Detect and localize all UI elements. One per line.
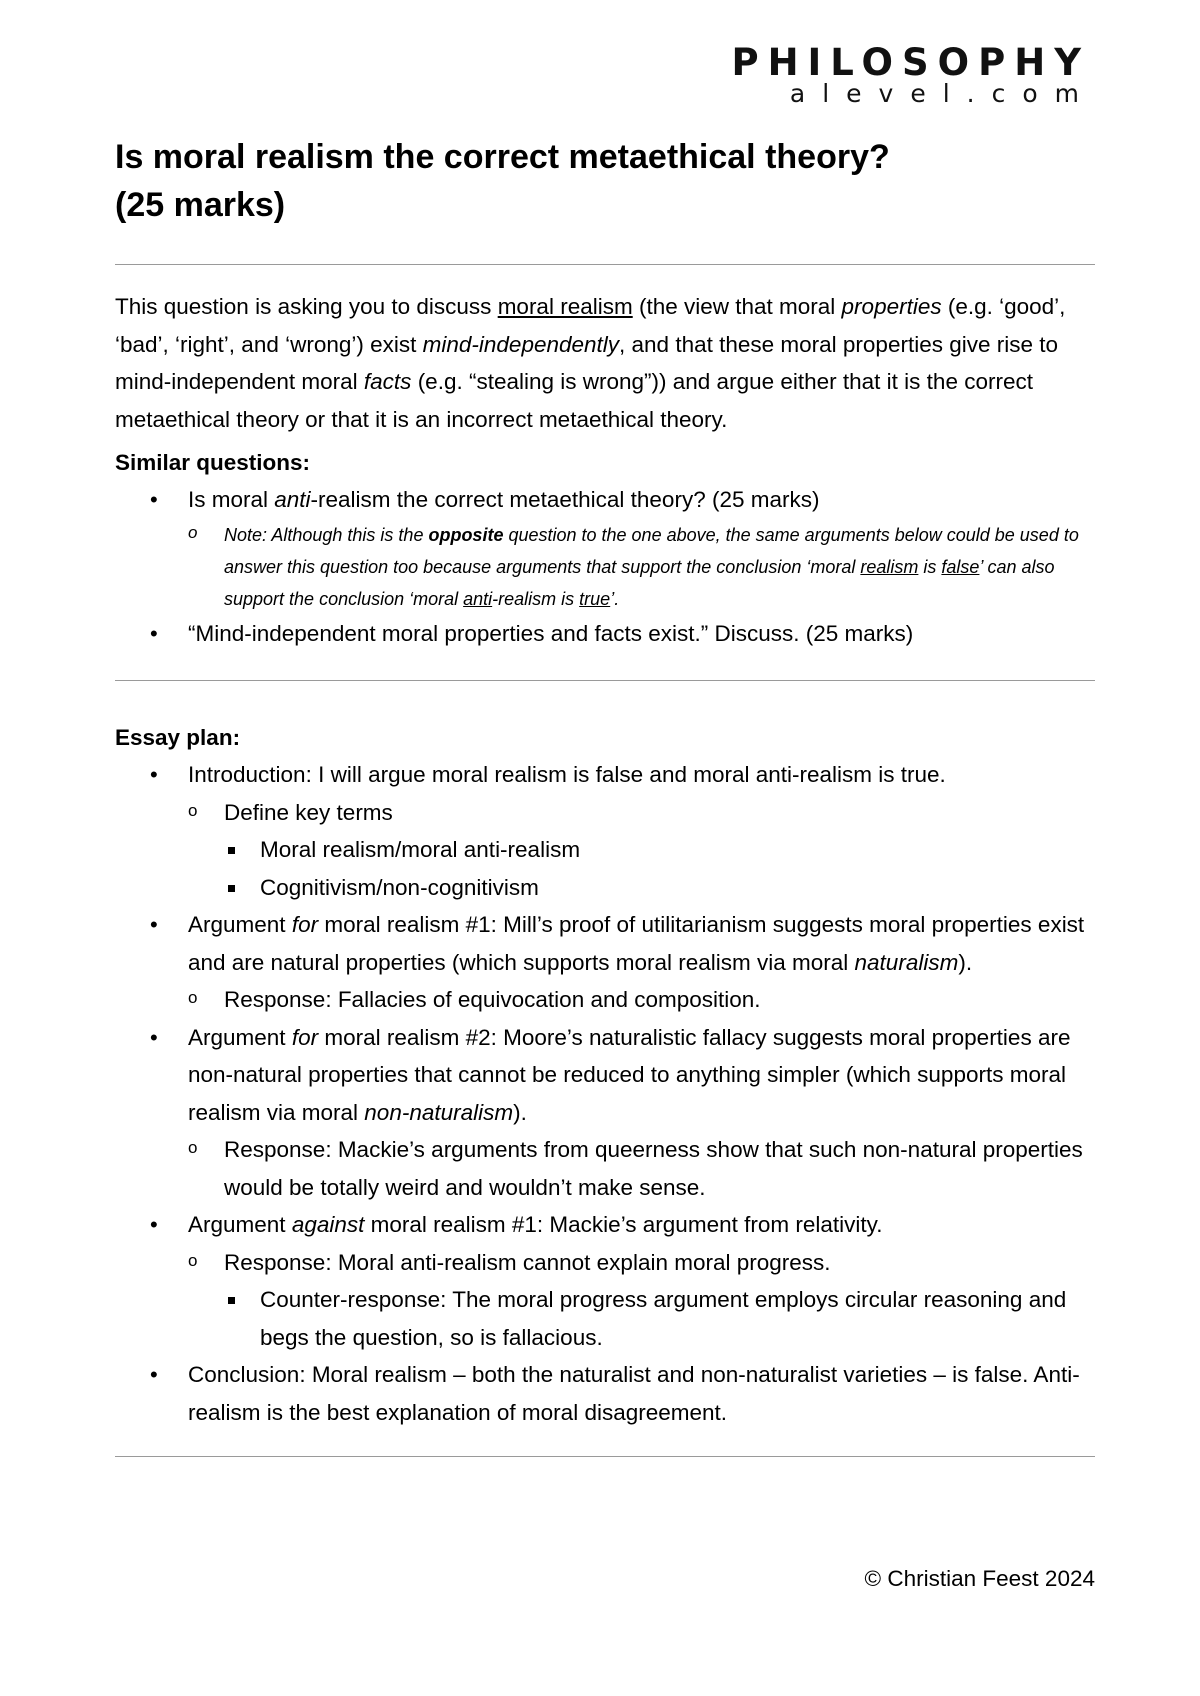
list-emphasis: naturalism bbox=[854, 949, 959, 975]
note-text: Note: Although this is the bbox=[224, 524, 429, 545]
divider bbox=[115, 264, 1095, 265]
logo-wordmark: PHILOSOPHY bbox=[731, 41, 1090, 84]
similar-questions-section bbox=[115, 444, 1095, 652]
note-underline: anti bbox=[463, 588, 493, 609]
list-emphasis: for bbox=[291, 912, 319, 937]
intro-text: (the view that moral bbox=[632, 294, 842, 319]
logo-domain: alevel.com bbox=[789, 79, 1096, 108]
list-text: -realism the correct metaethical theory? (25 marks) bbox=[310, 487, 820, 512]
list-item bbox=[115, 1019, 1095, 1207]
list-item: • “Mind-independent moral properties and facts exist.” Discuss. (25 marks) bbox=[115, 615, 1095, 653]
note-bold: opposite bbox=[428, 524, 504, 545]
essay-plan-section bbox=[115, 719, 1095, 1431]
list-item bbox=[115, 756, 1095, 906]
list-text: ). bbox=[958, 949, 973, 975]
intro-text: (e.g. “stealing is wrong”)) and argue either that it is the correct metaethical theory or that it is an incorrect metaethical theory. bbox=[115, 369, 1033, 432]
intro-text: This question is asking you to discuss bbox=[115, 294, 498, 319]
intro-emphasis: facts bbox=[363, 369, 412, 394]
list-text: Argument bbox=[188, 912, 292, 937]
similar-questions-heading: Similar questions: bbox=[115, 450, 311, 475]
intro-text: (e.g. ‘good’, ‘bad’, ‘right’, and ‘wrong’) exist bbox=[115, 294, 1066, 357]
list-text: moral realism #1: Mill’s proof of utilitarianism suggests moral properties exist and are natural properties (which supports moral realism via moral bbox=[188, 912, 1085, 975]
page-title bbox=[115, 133, 1095, 229]
intro-paragraph bbox=[115, 288, 1095, 438]
site-logo bbox=[731, 41, 1096, 108]
note-underline: true bbox=[579, 588, 611, 609]
list-item: • Conclusion: Moral realism – both the naturalist and non-naturalist varieties – is false. Anti-realism is the best explanation of moral disagreement. bbox=[115, 1356, 1095, 1431]
list-item bbox=[115, 481, 1095, 615]
list-text: moral realism #2: Moore’s naturalistic fallacy suggests moral properties are non-natural properties that cannot be reduced to anything simpler (which supports moral realism via moral bbox=[188, 1024, 1071, 1125]
note-text: -realism is bbox=[492, 588, 580, 609]
list-text: Argument bbox=[188, 1024, 292, 1050]
list-text: Argument bbox=[188, 1212, 292, 1237]
list-emphasis: non-naturalism bbox=[364, 1099, 514, 1125]
list-item: o Response: Fallacies of equivocation and composition. bbox=[188, 981, 1095, 1019]
note-text: is bbox=[918, 556, 942, 577]
list-text: Introduction: I will argue moral realism is false and moral anti-realism is true. bbox=[188, 762, 946, 787]
note-text: question to the one above, the same arguments below could be used to answer this question too because arguments that support the conclusion ‘moral bbox=[224, 524, 1079, 577]
list-emphasis: for bbox=[291, 1024, 319, 1050]
list-item: Counter-response: The moral progress argument employs circular reasoning and begs the question, so is fallacious. bbox=[224, 1281, 1095, 1356]
intro-emphasis: properties bbox=[841, 294, 942, 319]
list-emphasis: against bbox=[291, 1212, 365, 1237]
list-text: Response: Moral anti-realism cannot explain moral progress. bbox=[224, 1249, 831, 1275]
intro-term-moral-realism: moral realism bbox=[497, 294, 633, 319]
list-emphasis: anti bbox=[274, 487, 311, 512]
divider bbox=[115, 680, 1095, 681]
divider bbox=[115, 1456, 1095, 1457]
note-text: ’. bbox=[610, 588, 620, 609]
title-line-1: Is moral realism the correct metaethical theory? bbox=[115, 138, 890, 176]
list-text: Is moral bbox=[188, 487, 275, 512]
note-item bbox=[188, 519, 1095, 615]
note-underline: realism bbox=[860, 556, 919, 577]
list-text: Define key terms bbox=[224, 799, 393, 825]
list-item: Moral realism/moral anti-realism bbox=[224, 831, 1095, 869]
intro-emphasis: mind-independently bbox=[422, 331, 620, 357]
copyright-footer: © Christian Feest 2024 bbox=[864, 1566, 1095, 1591]
note-text: ’ can also support the conclusion ‘moral bbox=[224, 556, 1055, 609]
intro-text: , and that these moral properties give rise to mind-independent moral bbox=[115, 331, 1059, 394]
list-item: o Response: Mackie’s arguments from queerness show that such non-natural properties would be totally weird and wouldn’t make sense. bbox=[188, 1131, 1095, 1206]
list-item: Cognitivism/non-cognitivism bbox=[224, 869, 1095, 907]
list-item bbox=[188, 794, 1095, 907]
document-body bbox=[115, 133, 1095, 1457]
list-item bbox=[115, 906, 1095, 1019]
list-text: ). bbox=[513, 1099, 527, 1125]
title-line-2: (25 marks) bbox=[115, 186, 286, 224]
list-text: moral realism #1: Mackie’s argument from relativity. bbox=[364, 1212, 883, 1237]
note-underline: false bbox=[941, 556, 980, 577]
essay-plan-heading: Essay plan: bbox=[115, 725, 241, 750]
list-item bbox=[188, 1244, 1095, 1357]
list-item bbox=[115, 1206, 1095, 1356]
